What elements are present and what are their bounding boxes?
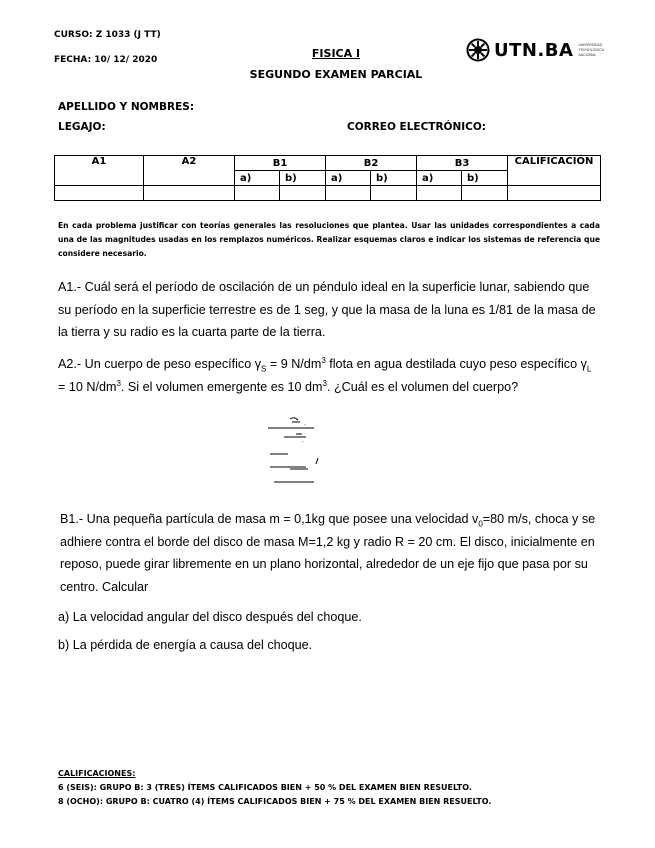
b1-sub: 0	[478, 519, 483, 529]
curso-label: CURSO: Z 1033 (J TT)	[54, 30, 161, 40]
subject-title: FISICA I	[311, 47, 361, 60]
instructions: En cada problema justificar con teorías generales las resoluciones que plantea. Usar las unidades correspondientes a cada una de las magnitudes usadas en los remplazos numéricos. Realizar esquemas claros e indicar los sistemas de referencia que considere necesario.	[58, 221, 600, 258]
sub-b2-b: b)	[371, 171, 417, 186]
grade-cell[interactable]	[326, 186, 371, 201]
a2-text: . Si el volumen emergente es 10 dm	[120, 379, 323, 394]
names-label: APELLIDO Y NOMBRES:	[58, 101, 195, 113]
a2-sup: 3	[321, 355, 326, 365]
a2-sup: 3	[322, 378, 327, 388]
legajo-label: LEGAJO:	[58, 121, 106, 133]
exam-title: SEGUNDO EXAMEN PARCIAL	[249, 68, 423, 81]
header-a2: A2	[144, 156, 235, 186]
problem-b1	[60, 508, 598, 598]
sub-b1-a: a)	[235, 171, 280, 186]
header-b3: B3	[417, 156, 508, 171]
sub-b3-a: a)	[417, 171, 462, 186]
grade-cell[interactable]	[144, 186, 235, 201]
a2-text: flota en agua destilada cuyo peso específico γ	[325, 357, 587, 371]
grade-cell[interactable]	[371, 186, 417, 201]
b1-text: B1.- Una pequeña partícula de masa m = 0,1kg que posee una velocidad v	[60, 512, 479, 526]
utn-emblem-icon	[466, 38, 490, 62]
a2-sub-l: L	[586, 364, 592, 374]
floating-body-diagram	[262, 414, 332, 486]
fecha-label: FECHA: 10/ 12/ 2020	[54, 55, 158, 65]
sub-b3-b: b)	[462, 171, 508, 186]
problem-a1: A1.- Cuál será el período de oscilación de un péndulo ideal en la superficie lunar, sabiendo que su período en la superficie terrestre es de 1 seg, y que la masa de la luna es 1/81 de la masa de la tierra y su radio es la cuarta parte de la tierra.	[58, 280, 596, 339]
logo-subtext: UNIVERSIDAD TECNOLÓGICA NACIONAL	[578, 42, 604, 57]
svg-text:.: .	[302, 437, 304, 444]
header-a1: A1	[55, 156, 144, 186]
sub-b1-b: b)	[280, 171, 326, 186]
sub-b2-a: a)	[326, 171, 371, 186]
table-grade-row	[55, 186, 601, 201]
footer-title: CALIFICACIONES:	[58, 769, 136, 778]
a2-sup: 3	[116, 378, 121, 388]
b1-text: =80 m/s, choca y se adhiere contra el borde del disco de masa M=1,2 kg y radio R = 20 cm. El disco, inicialmente en reposo, puede girar libremente en un plano horizontal, alrededor de un eje fijo que pasa por su centro. Calcular	[60, 512, 596, 594]
problem-a2	[58, 353, 598, 398]
a2-text: . ¿Cuál es el volumen del cuerpo?	[326, 379, 519, 394]
svg-text:.: .	[304, 420, 306, 427]
problem-b1-b: b) La pérdida de energía a causa del choque.	[58, 638, 313, 652]
grade-cell[interactable]	[462, 186, 508, 201]
logo-text: UTN.BA	[494, 39, 574, 61]
a2-text: = 10 N/dm	[58, 379, 117, 394]
grade-cell[interactable]	[55, 186, 144, 201]
grades-table	[54, 155, 601, 201]
a2-text: A2.- Un cuerpo de peso específico γ	[58, 357, 262, 371]
grade-cell[interactable]	[235, 186, 280, 201]
grade-cell[interactable]	[508, 186, 601, 201]
utn-logo	[466, 38, 608, 62]
footer-line-1: 6 (SEIS): GRUPO B: 3 (TRES) ÍTEMS CALIFICADOS BIEN + 50 % DEL EXAMEN BIEN RESUELTO.	[58, 783, 472, 792]
header-calificacion: CALIFICACIÓN	[508, 156, 601, 186]
grade-cell[interactable]	[280, 186, 326, 201]
a2-sub-s: S	[261, 364, 267, 374]
problem-b1-a: a) La velocidad angular del disco después del choque.	[58, 610, 362, 624]
grade-cell[interactable]	[417, 186, 462, 201]
footer-line-2: 8 (OCHO): GRUPO B: CUATRO (4) ÍTEMS CALIFICADOS BIEN + 75 % DEL EXAMEN BIEN RESUELTO.	[58, 797, 492, 806]
table-header-row	[55, 156, 601, 171]
header-b2: B2	[326, 156, 417, 171]
email-label: CORREO ELECTRÓNICO:	[347, 121, 486, 133]
header-b1: B1	[235, 156, 326, 171]
a2-text: = 9 N/dm	[266, 357, 322, 371]
